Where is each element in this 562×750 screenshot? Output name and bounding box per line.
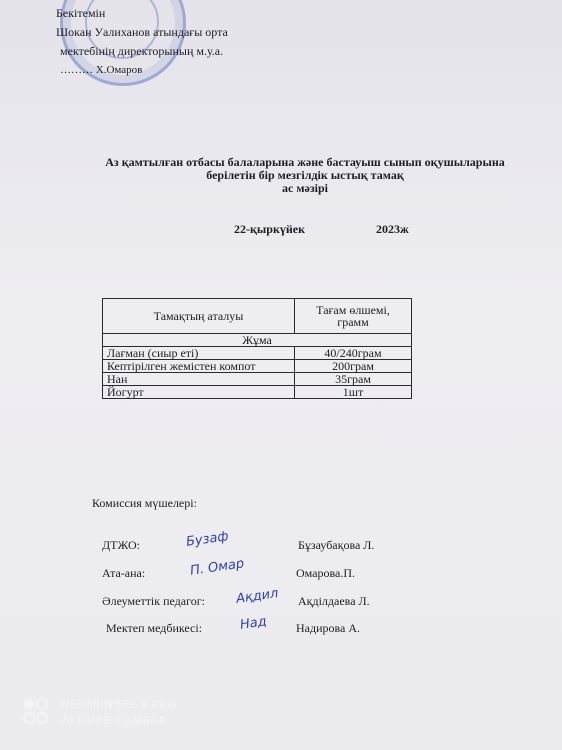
member-role: ДТЖО: xyxy=(102,538,140,552)
menu-day: Жұма xyxy=(103,334,412,347)
approve-heading: Бекітемін xyxy=(56,6,106,20)
table-row xyxy=(103,347,412,360)
menu-day-row xyxy=(103,334,412,347)
member-role: Мектеп медбикесі: xyxy=(106,621,203,635)
dish-portion: 40/240грам xyxy=(295,347,412,360)
approve-school-line: Шокан Уалиханов атындағы орта xyxy=(56,25,228,39)
handwritten-signature: Бузаф xyxy=(185,529,230,550)
date-day: 22-қыркүйек xyxy=(234,222,306,236)
handwritten-signature: Над xyxy=(239,614,268,633)
title-line-1: Аз қамтылған отбасы балаларына және бастауыш сынып оқушыларына xyxy=(105,155,505,169)
watermark-model: REDMI NOTE 9 PRO xyxy=(62,698,177,711)
document-title xyxy=(70,156,540,195)
dish-portion: 1шт xyxy=(295,386,412,399)
table-row xyxy=(103,373,412,386)
menu-header-row xyxy=(103,299,412,334)
dish-name: Нан xyxy=(103,373,295,386)
table-row xyxy=(103,386,412,399)
approve-director-line: мектебінің директорының м.у.а. xyxy=(60,44,224,58)
title-line-2: берілетін бір мезгілдік ыстық тамақ xyxy=(206,168,404,182)
dish-name: Йогурт xyxy=(103,386,295,399)
table-row xyxy=(103,360,412,373)
menu-header-dish: Тамақтың аталуы xyxy=(103,299,295,334)
dish-name: Лағман (сиыр еті) xyxy=(103,347,295,360)
menu-table xyxy=(102,298,412,399)
dish-portion: 35грам xyxy=(295,373,412,386)
title-line-3: ас мәзірі xyxy=(282,181,328,195)
commission-title: Комиссия мүшелері: xyxy=(92,496,197,510)
camera-logo-icon xyxy=(22,697,50,725)
handwritten-signature: П. Омар xyxy=(189,556,246,579)
dish-portion: 200грам xyxy=(295,360,412,373)
member-name: Надирова А. xyxy=(296,621,361,635)
member-name: Бұзаубақова Л. xyxy=(298,538,375,552)
member-name: Ақділдаева Л. xyxy=(298,594,370,608)
menu-header-portion: Тағам өлшемі, грамм xyxy=(295,299,412,334)
dish-name: Кептірілген жемістен компот xyxy=(103,360,295,373)
date-year: 2023ж xyxy=(376,222,409,236)
watermark-camera: AI QUAD CAMERA xyxy=(62,714,166,727)
approve-signature-line: ……… Х.Омаров xyxy=(60,64,143,76)
member-role: Ата-ана: xyxy=(102,566,146,580)
approval-block xyxy=(56,4,228,80)
handwritten-signature: Ақдил xyxy=(235,586,280,607)
member-role: Әлеуметтік педагог: xyxy=(102,594,205,608)
member-name: Омарова.П. xyxy=(296,566,356,580)
